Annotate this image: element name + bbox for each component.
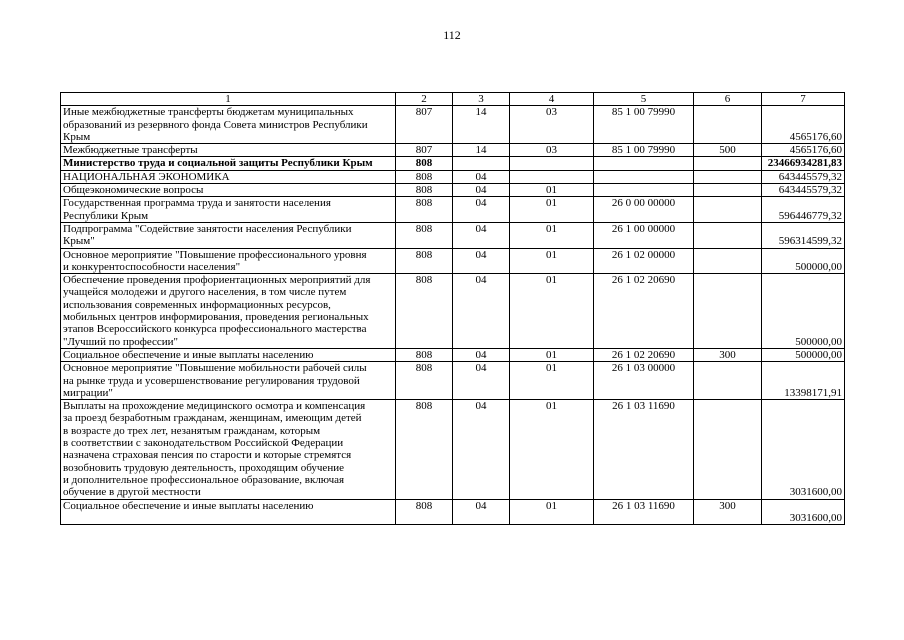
amount: 23466934281,83: [762, 157, 845, 170]
grbs-code: 807: [396, 106, 453, 144]
table-row: [61, 248, 845, 274]
target-article-code: 26 1 03 11690: [594, 499, 694, 525]
amount: 643445579,32: [762, 184, 845, 197]
section-code: 04: [453, 499, 510, 525]
table-row: [61, 499, 845, 525]
row-name: [61, 106, 396, 144]
subsection-code: [510, 170, 594, 183]
row-name: [61, 144, 396, 157]
row-name: [61, 400, 396, 499]
target-article-code: [594, 170, 694, 183]
expense-type-code: [694, 157, 762, 170]
target-article-code: 85 1 00 79990: [594, 144, 694, 157]
target-article-code: 26 1 00 00000: [594, 222, 694, 248]
expense-type-code: [694, 197, 762, 223]
section-code: [453, 157, 510, 170]
section-code: 04: [453, 400, 510, 499]
table-row: [61, 170, 845, 183]
header-cell: 4: [510, 93, 594, 106]
row-name-line: Межбюджетные трансферты: [63, 144, 198, 157]
target-article-code: 26 1 02 20690: [594, 274, 694, 349]
subsection-code: 01: [510, 274, 594, 349]
section-code: 04: [453, 170, 510, 183]
table-row: [61, 222, 845, 248]
subsection-code: 01: [510, 400, 594, 499]
target-article-code: 85 1 00 79990: [594, 106, 694, 144]
section-code: 04: [453, 222, 510, 248]
grbs-code: 808: [396, 400, 453, 499]
subsection-code: 01: [510, 499, 594, 525]
table-row: [61, 197, 845, 223]
row-name-line: возобновить трудовую деятельность, проходящим обучение: [63, 461, 344, 474]
row-name-line: назначена страховая пенсия по старости и которые стремятся: [63, 449, 352, 462]
grbs-code: 808: [396, 499, 453, 525]
target-article-code: 26 1 02 00000: [594, 248, 694, 274]
expense-type-code: [694, 362, 762, 400]
grbs-code: 808: [396, 197, 453, 223]
row-name-line: на рынке труда и усовершенствование регулирования трудовой: [63, 374, 360, 387]
amount: 3031600,00: [762, 499, 845, 525]
row-name-line: учащейся молодежи и другого населения, в том числе путем: [63, 286, 347, 299]
row-name: [61, 274, 396, 349]
row-name-line: миграции": [63, 386, 113, 399]
row-name-line: Выплаты на прохождение медицинского осмотра и компенсация: [63, 400, 366, 413]
table-row: [61, 400, 845, 499]
row-name-line: этапов Всероссийского конкурса профессионального мастерства: [63, 323, 367, 336]
grbs-code: 808: [396, 248, 453, 274]
target-article-code: 26 1 02 20690: [594, 348, 694, 361]
subsection-code: 01: [510, 184, 594, 197]
section-code: 04: [453, 274, 510, 349]
expense-type-code: 300: [694, 348, 762, 361]
row-name-line: Основное мероприятие "Повышение мобильности рабочей силы: [63, 362, 367, 375]
expense-type-code: [694, 222, 762, 248]
table-row: [61, 157, 845, 170]
row-name-line: [63, 512, 393, 524]
row-name-line: Подпрограмма "Содействие занятости населения Республики: [63, 222, 352, 235]
amount: 500000,00: [762, 248, 845, 274]
row-name-line: Крым": [63, 235, 95, 248]
grbs-code: 807: [396, 144, 453, 157]
expense-type-code: 300: [694, 499, 762, 525]
section-code: 04: [453, 362, 510, 400]
row-name-line: и дополнительное профессиональное образование, включая: [63, 473, 345, 486]
row-name-line: Республики Крым: [63, 209, 149, 222]
section-code: 14: [453, 144, 510, 157]
subsection-code: 01: [510, 348, 594, 361]
amount: 4565176,60: [762, 144, 845, 157]
expense-type-code: [694, 184, 762, 197]
grbs-code: 808: [396, 157, 453, 170]
subsection-code: 01: [510, 362, 594, 400]
row-name-line: образований из резервного фонда Совета министров Республики: [63, 118, 368, 131]
amount: 500000,00: [762, 274, 845, 349]
row-name: [61, 170, 396, 183]
amount: 13398171,91: [762, 362, 845, 400]
row-name: [61, 499, 396, 525]
grbs-code: 808: [396, 222, 453, 248]
grbs-code: 808: [396, 170, 453, 183]
grbs-code: 808: [396, 274, 453, 349]
section-code: 04: [453, 184, 510, 197]
expense-type-code: [694, 170, 762, 183]
row-name-line: Общеэкономические вопросы: [63, 184, 204, 197]
page-number: 112: [443, 28, 461, 42]
table-row: [61, 144, 845, 157]
row-name-line: за проезд безработным гражданам, женщинам, имеющим детей: [63, 412, 362, 425]
amount: 4565176,60: [762, 106, 845, 144]
row-name: [61, 157, 396, 170]
row-name-line: Крым: [63, 130, 91, 143]
amount: 500000,00: [762, 348, 845, 361]
row-name-line: Обеспечение проведения профориентационных мероприятий для: [63, 274, 371, 287]
budget-table: [60, 92, 845, 525]
row-name: [61, 248, 396, 274]
grbs-code: 808: [396, 348, 453, 361]
header-cell: 6: [694, 93, 762, 106]
target-article-code: 26 0 00 00000: [594, 197, 694, 223]
table-row: [61, 184, 845, 197]
row-name: [61, 222, 396, 248]
row-name-line: в соответствии с законодательством Российской Федерации: [63, 437, 344, 450]
row-name-line: в возрасте до трех лет, незанятым гражданам, которым: [63, 424, 321, 437]
section-code: 14: [453, 106, 510, 144]
table-row: [61, 362, 845, 400]
row-name-line: Социальное обеспечение и иные выплаты населению: [63, 499, 314, 512]
row-name: [61, 348, 396, 361]
row-name-line: и конкурентоспособности населения": [63, 260, 241, 273]
expense-type-code: [694, 248, 762, 274]
target-article-code: 26 1 03 00000: [594, 362, 694, 400]
expense-type-code: 500: [694, 144, 762, 157]
header-row: [61, 93, 845, 106]
row-name: [61, 184, 396, 197]
row-name-line: обучение в другой местности: [63, 486, 201, 499]
row-name-line: Иные межбюджетные трансферты бюджетам муниципальных: [63, 106, 354, 119]
row-name-line: Основное мероприятие "Повышение профессионального уровня: [63, 248, 367, 261]
header-cell: 7: [762, 93, 845, 106]
section-code: 04: [453, 197, 510, 223]
table-row: [61, 274, 845, 349]
subsection-code: [510, 157, 594, 170]
expense-type-code: [694, 400, 762, 499]
header-cell: 1: [61, 93, 396, 106]
target-article-code: 26 1 03 11690: [594, 400, 694, 499]
row-name: [61, 362, 396, 400]
row-name-line: "Лучший по профессии": [63, 335, 179, 348]
target-article-code: [594, 157, 694, 170]
subsection-code: 03: [510, 144, 594, 157]
amount: 3031600,00: [762, 400, 845, 499]
row-name-line: мобильных центров информирования, проведения региональных: [63, 311, 369, 324]
amount: 596314599,32: [762, 222, 845, 248]
subsection-code: 03: [510, 106, 594, 144]
amount: 596446779,32: [762, 197, 845, 223]
section-code: 04: [453, 348, 510, 361]
section-code: 04: [453, 248, 510, 274]
grbs-code: 808: [396, 362, 453, 400]
subsection-code: 01: [510, 222, 594, 248]
row-name-line: Государственная программа труда и занятости населения: [63, 197, 331, 210]
expense-type-code: [694, 274, 762, 349]
table-body: [61, 93, 845, 525]
target-article-code: [594, 184, 694, 197]
subsection-code: 01: [510, 248, 594, 274]
table-row: [61, 348, 845, 361]
row-name-line: НАЦИОНАЛЬНАЯ ЭКОНОМИКА: [63, 170, 230, 183]
grbs-code: 808: [396, 184, 453, 197]
expense-type-code: [694, 106, 762, 144]
amount: 643445579,32: [762, 170, 845, 183]
header-cell: 3: [453, 93, 510, 106]
row-name: [61, 197, 396, 223]
table-row: [61, 106, 845, 144]
header-cell: 5: [594, 93, 694, 106]
header-cell: 2: [396, 93, 453, 106]
subsection-code: 01: [510, 197, 594, 223]
row-name-line: Социальное обеспечение и иные выплаты населению: [63, 348, 314, 361]
row-name-line: Министерство труда и социальной защиты Республики Крым: [63, 157, 373, 170]
row-name-line: использования современных информационных ресурсов,: [63, 298, 331, 311]
